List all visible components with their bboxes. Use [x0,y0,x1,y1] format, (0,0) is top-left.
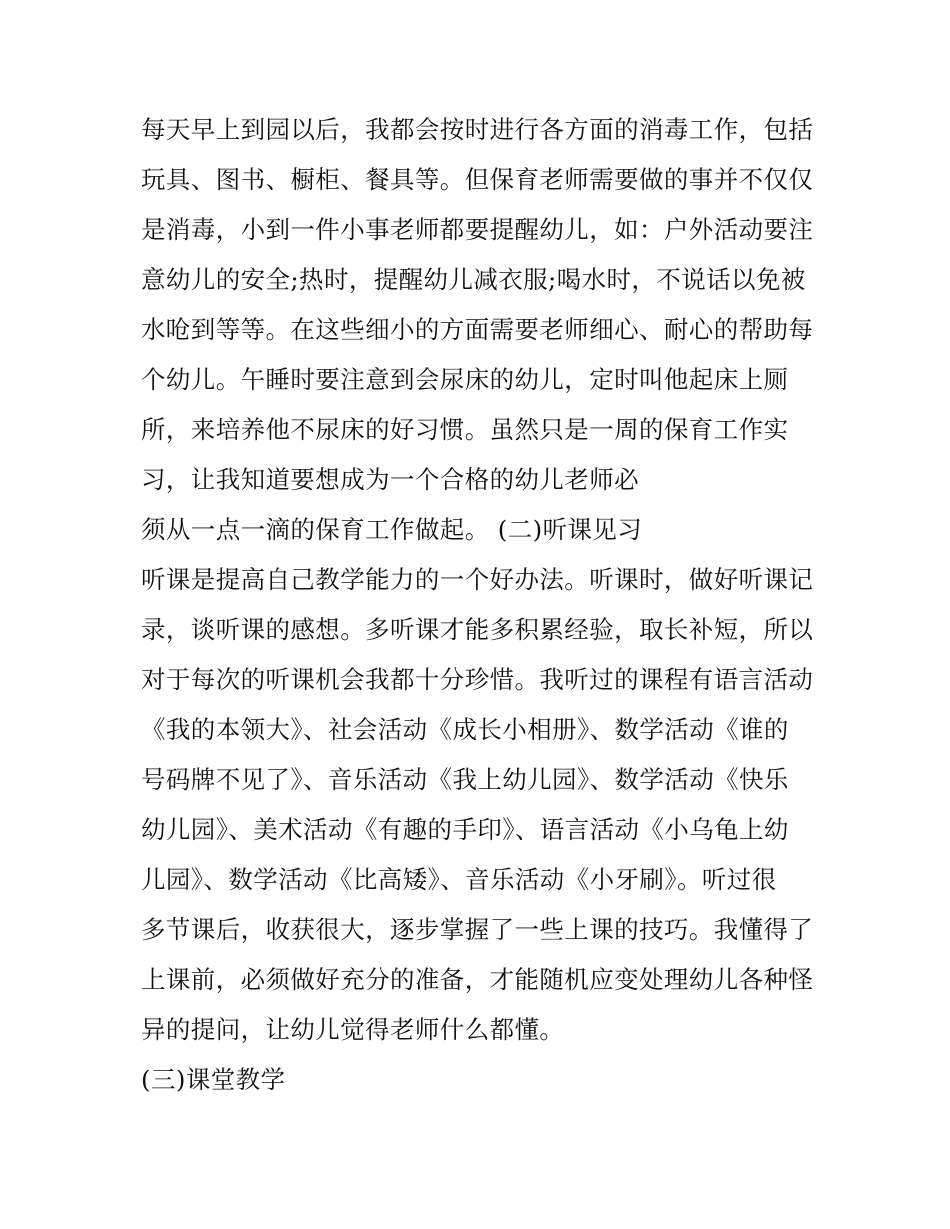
text-line: 所，来培养他不尿床的好习惯。虽然只是一周的保育工作实 [141,415,789,444]
text-line: 儿园》、数学活动《比高矮》、音乐活动《小牙刷》。听过很 [141,865,777,894]
text-line: 听课是提高自己教学能力的一个好办法。听课时，做好听课记 [141,565,814,594]
text-line: 水呛到等等。在这些细小的方面需要老师细心、耐心的帮助每 [141,315,814,344]
text-line: 习，让我知道要想成为一个合格的幼儿老师必 [141,465,639,494]
text-line: 幼儿园》、美术活动《有趣的手印》、语言活动《小乌龟上幼 [141,815,789,844]
text-line: 号码牌不见了》、音乐活动《我上幼儿园》、数学活动《快乐 [141,765,789,794]
text-line: 异的提问，让幼儿觉得老师什么都懂。 [141,1015,565,1044]
text-line: 每天早上到园以后，我都会按时进行各方面的消毒工作，包括 [141,115,814,144]
text-line: 多节课后，收获很大，逐步掌握了一些上课的技巧。我懂得了 [141,915,814,944]
section-heading: (三)课堂教学 [141,1065,286,1094]
text-line: 意幼儿的安全;热时，提醒幼儿减衣服;喝水时，不说话以免被 [141,265,806,294]
text-line: 玩具、图书、橱柜、餐具等。但保育老师需要做的事并不仅仅 [141,165,814,194]
text-line: 上课前，必须做好充分的准备，才能随机应变处理幼儿各种怪 [141,965,814,994]
text-line: 录，谈听课的感想。多听课才能多积累经验，取长补短，所以 [141,615,814,644]
text-line: 是消毒，小到一件小事老师都要提醒幼儿，如：户外活动要注 [141,215,814,244]
text-line: 对于每次的听课机会我都十分珍惜。我听过的课程有语言活动 [141,665,814,694]
text-line: 须从一点一滴的保育工作做起。 (二)听课见习 [141,515,643,544]
text-line: 个幼儿。午睡时要注意到会尿床的幼儿，定时叫他起床上厕 [141,365,789,394]
text-line: 《我的本领大》、社会活动《成长小相册》、数学活动《谁的 [141,715,789,744]
